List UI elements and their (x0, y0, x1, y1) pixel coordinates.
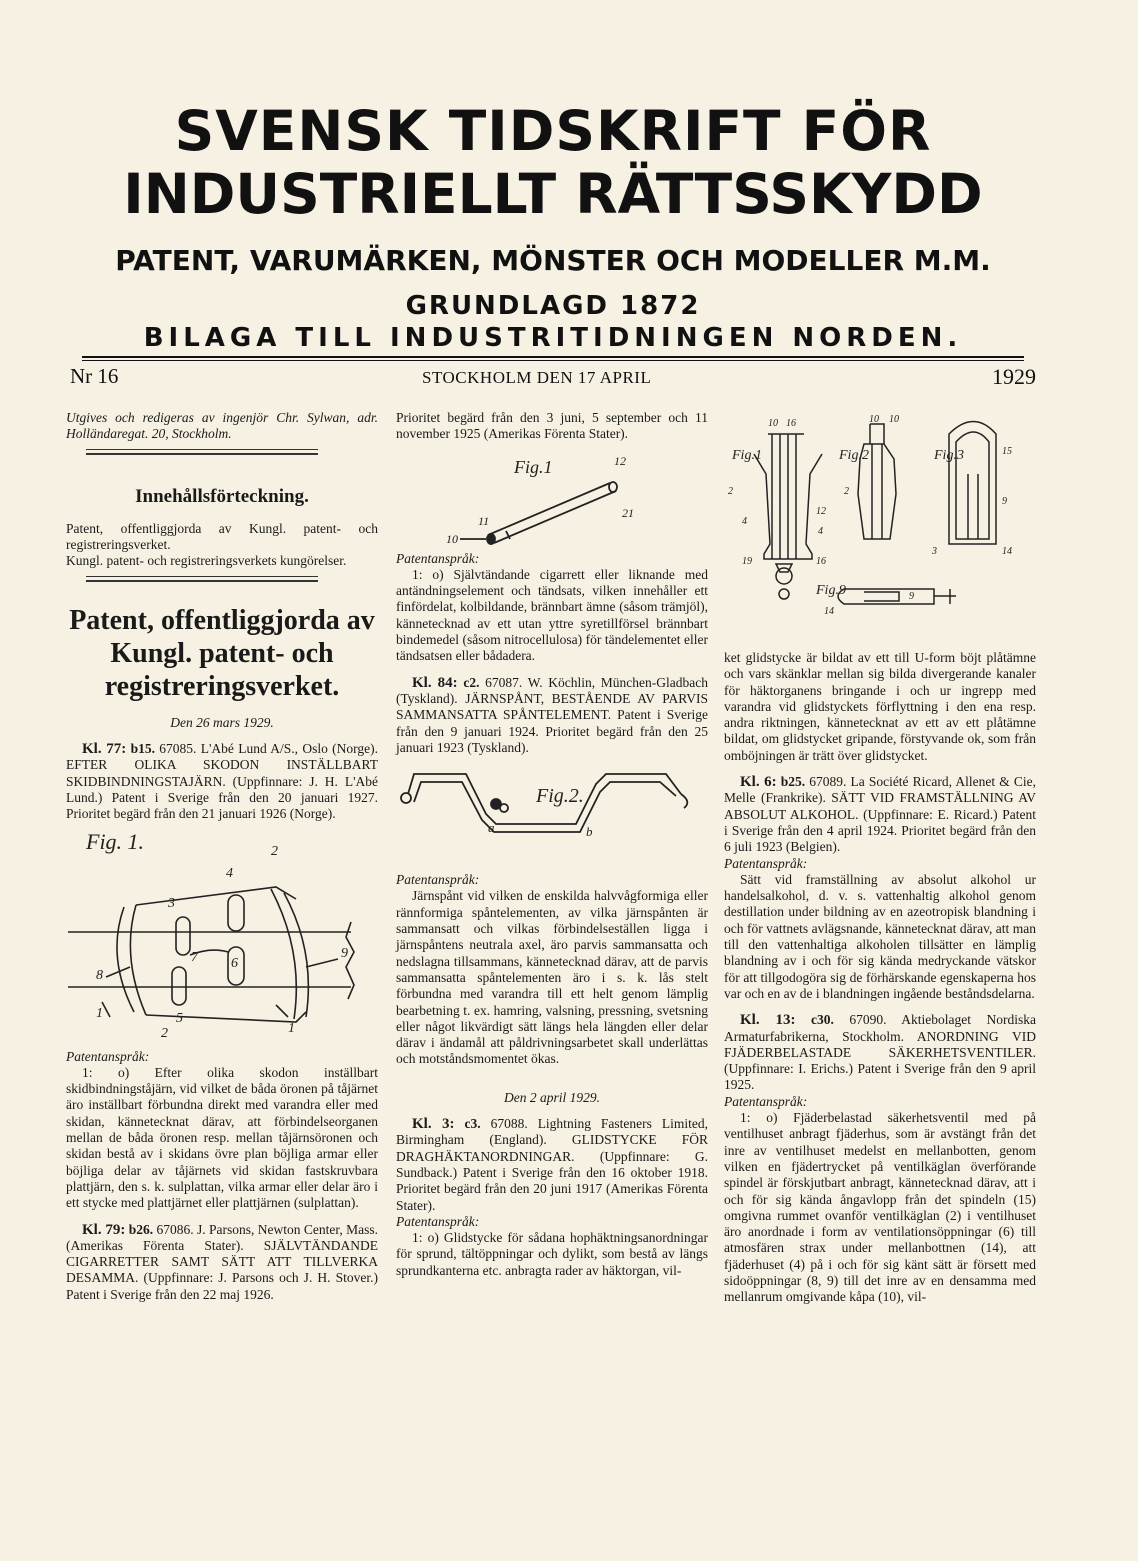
issue-number: Nr 16 (70, 364, 119, 388)
svg-text:14: 14 (1002, 546, 1012, 557)
svg-text:11: 11 (478, 513, 490, 528)
claim-text: 1: o) Fjäderbelastad säkerhetsventil med på ventilhuset anbragt fjäderhus, som är avstängt från det inre av ventilhuset medelst en mellanbotten, genom vilken en fjädertrycket på ventilkäglan överförande spindel är förskjutbart anbragt, kännetecknad därav, att i och för sig kända ångavlopp från det spindeln (15) omgivna rummet ovanför ventilkäglan (2) i ventilhuset äro anordnade i form av ventilationsöppningar (6) till atmosfären strax under mellanbottnen (14), att fjäderhuset (4) på i och för sig känt sätt är försett med sidoöppningar (8, 9) till det inre av en densamma med mellanrum omgivande kåpa (10), vil- (724, 1110, 1036, 1305)
masthead-supplement: BILAGA TILL INDUSTRITIDNINGEN NORDEN. (143, 323, 963, 353)
column-1 (66, 410, 378, 1303)
masthead-founded: GRUNDLAGD 1872 (405, 291, 701, 321)
class-label: Kl. 84: (412, 674, 458, 691)
svg-text:7: 7 (191, 949, 198, 965)
svg-text:2: 2 (844, 486, 849, 497)
svg-text:5: 5 (176, 1010, 183, 1026)
issue-year: 1929 (992, 364, 1036, 389)
contents-item: Kungl. patent- och registreringsverkets kungörelser. (66, 553, 347, 569)
svg-text:2: 2 (728, 486, 733, 497)
claims-label: Patentanspråk: (396, 1213, 480, 1229)
ski-binding-drawing (66, 827, 378, 1049)
svg-text:8: 8 (96, 967, 103, 983)
figure-ski-binding (66, 827, 378, 1049)
claims-label: Patentanspråk: (66, 1048, 150, 1064)
class-code: c3. (464, 1116, 481, 1132)
fig-label: Fig.3 (934, 448, 964, 463)
svg-text:10: 10 (869, 414, 879, 425)
class-code: b15. (130, 741, 155, 757)
svg-text:21: 21 (622, 505, 634, 520)
sheet-pile-drawing (396, 764, 708, 872)
class-label: Kl. 6: (740, 774, 777, 791)
claims-label: Patentanspråk: (396, 872, 480, 888)
claim-text: Sätt vid framställning av absolut alkohol ur handelsalkohol, d. v. s. vattenhaltig alkohol genom destillation under bildning av en azeotropisk blandning i och för vattnets avlägsnande, kännetecknat därav, att man till den vattenhaltiga alkoholen tillsätter en lämplig blandning av i och för sig kända medryckande vätskor för att tillgodogöra sig de förhärskande egenskaperna hos var och en av de i blandningen ingående beståndsdelarna. (724, 871, 1036, 1001)
svg-text:10: 10 (768, 418, 778, 429)
svg-text:6: 6 (231, 955, 238, 971)
masthead-title-line1: SVENSK TIDSKRIFT FÖR (174, 99, 932, 163)
patent-entry (724, 1012, 1036, 1093)
patent-entry (396, 675, 708, 756)
svg-text:a: a (488, 820, 495, 836)
svg-text:4: 4 (226, 865, 233, 881)
fig-label: Fig.9 (816, 583, 846, 598)
svg-text:9: 9 (341, 945, 348, 961)
contents-heading: Innehållsförteckning. (135, 485, 309, 507)
svg-text:4: 4 (742, 516, 747, 527)
claim-text: 1: o) Glidstycke för sådana hophäktningsanordningar för sprund, tältöppningar och dylikt, som bestå av längs sprundkanterna etc. anbragta rader av häktorgan, vil- (396, 1230, 708, 1278)
claim-text: Järnspånt vid vilken de enskilda halvvågformiga eller rännformiga spåntelementen, av vilka järnspånten är sammansatt och vilkas förbindelseställen ligga i järnspåntens neutrala axel, äro parvis sammansatta och nedslagna tillsammans, kännetecknad därav, att de parvis sammansatta spåntelementen äro i s. k. lås stelt förbundna med varandra till ett helt genom lämplig bearbetning t. ex. hamring, valsning, pressning, svetsning eller något likvärdigt sätt längs hela längden eller delar därav i ändamål att påldrivningsarbetet skall underlättas och motståndsmomentet ökas. (396, 888, 708, 1067)
svg-text:4: 4 (818, 526, 823, 537)
class-code: b25. (780, 774, 806, 790)
entry-text: 67085. L'Abé Lund A/S., Oslo (Norge). EFTER OLIKA SKODON INSTÄLLBART SKIDBINDNINGSTAJÄRN. (Uppfinnare: J. H. L'Abé Lund.) Patent i Sverige från den 20 januari 1927. Prioritet begärd från den 21 januari 1926 (Norge). (66, 741, 378, 822)
figure-sheet-pile (396, 764, 708, 872)
svg-text:15: 15 (1002, 446, 1012, 457)
svg-text:2: 2 (161, 1025, 168, 1041)
figure-cigarette (396, 443, 708, 551)
column-3 (724, 650, 1036, 1306)
svg-text:2: 2 (271, 843, 278, 859)
class-label: Kl. 3: (412, 1116, 455, 1133)
svg-text:19: 19 (742, 556, 752, 567)
section-heading: Patent, offentliggjorda av Kungl. patent- och registreringsverket. (69, 604, 375, 702)
masthead-title-line2: INDUSTRIELLT RÄTTSSKYDD (123, 162, 983, 226)
svg-text:14: 14 (824, 606, 834, 617)
patent-entry (66, 741, 378, 822)
fig-label: Fig.1 (732, 448, 762, 463)
masthead-rule-top (82, 356, 1024, 358)
svg-text:9: 9 (909, 591, 914, 602)
svg-text:12: 12 (614, 453, 626, 468)
class-code: c2. (463, 674, 480, 690)
divider (86, 576, 318, 582)
svg-text:10: 10 (446, 531, 458, 546)
patent-entry (66, 1222, 378, 1303)
entry-text: 67090. Aktiebolaget Nordiska Armaturfabrikerna, Stockholm. ANORDNING VID FJÄDERBELASTADE SÄKERHETSVENTILER. (Uppfinnare: I. Erichs.) Patent i Sverige från den 9 april 1925. (724, 1012, 1036, 1093)
claims-label: Patentanspråk: (724, 1093, 808, 1109)
issue-date: Den 2 april 1929. (504, 1089, 600, 1105)
claim-text: 1: o) Självtändande cigarrett eller liknande med antändningselement och tändsats, vilken innehåller ett finfördelat, kolbildande, brännbart ämne (såsom trämjöl), kännetecknad av ett utan yttre syretillförsel brännbart bindemedel (såsom nitrocellulosa) för tändelementet eller tändsatsen eller bådadera. (396, 566, 708, 664)
class-code: c30. (810, 1012, 834, 1028)
svg-text:b: b (586, 824, 593, 840)
divider (86, 449, 318, 455)
svg-text:3: 3 (168, 895, 175, 911)
place-date: STOCKHOLM DEN 17 APRIL (422, 368, 652, 387)
dateline (70, 364, 1036, 392)
entry-text: ket glidstycke är bildat av ett till U-form böjt plåtämne och vars skänklar mellan sig bilda divergerande kanaler för häktorganens bringande i och ur ingrepp med varandra vid glidstyckets förflyttning i den ena resp. andra riktningen, kännetecknat av ett av ett plåtämne bildat, om glidstycket gripande, förstyvande ok, som från omböjningen är trätt över glidstycket. (724, 650, 1036, 763)
class-label: Kl. 13: (740, 1012, 796, 1029)
svg-text:3: 3 (932, 546, 937, 557)
column-2 (396, 410, 708, 1279)
publisher-note: Utgives och redigeras av ingenjör Chr. Sylwan, adr. Holländaregat. 20, Stockholm. (66, 410, 378, 442)
claims-label: Patentanspråk: (724, 855, 808, 871)
fig-label: Fig.2. (536, 785, 584, 808)
svg-text:9: 9 (1002, 496, 1007, 507)
masthead-rule-bottom (82, 360, 1024, 361)
svg-text:16: 16 (816, 556, 826, 567)
masthead-subtitle: PATENT, VARUMÄRKEN, MÖNSTER OCH MODELLER M.M. (115, 244, 991, 277)
class-label: Kl. 79: (82, 1221, 126, 1238)
patent-entry (396, 1116, 708, 1214)
svg-text:10: 10 (889, 414, 899, 425)
svg-text:1: 1 (96, 1005, 103, 1021)
svg-text:12: 12 (816, 506, 826, 517)
claim-text: 1: o) Efter olika skodon inställbart skidbindningståjärn, vid vilket de båda öronen på tåjärnet äro inställbart förbundna direkt med varandra eller med skidan, kännetecknat därav, att förbindelseorganen mellan de båda öronen resp. mellan tåjärnsöronen och skidan bestå av i skidans övre plan böjliga armar eller böjliga delar av tåjärnets vid skidan fastskruvbara plattjärn, den s. k. sulplattan, vilka armar eller delar äro i ett stycke med plattjärnet eller plattjärnen (sulplattan). (66, 1064, 378, 1211)
issue-date: Den 26 mars 1929. (170, 714, 274, 730)
entry-text: 67087. W. Köchlin, München-Gladbach (Tyskland). JÄRNSPÅNT, BESTÅENDE AV PARVIS SAMMANSATTA SPÅNTELEMENT. Patent i Sverige från den 9 januari 1924. Prioritet begärd från den 25 januari 1923 (Tyskland). (396, 674, 709, 755)
entry-text: 67089. La Société Ricard, Allenet & Cie, Melle (Frankrike). SÄTT VID FRAMSTÄLLNING AV ABSOLUT ALKOHOL. (Uppfinnare: E. Ricard.) Patent i Sverige från den 4 april 1924. Prioritet begärd från den 6 juli 1923 (Belgien). (724, 774, 1036, 855)
entry-text: Prioritet begärd från den 3 juni, 5 september och 11 november 1925 (Amerikas Förenta Stater). (396, 410, 708, 442)
entry-text: 67088. Lightning Fasteners Limited, Birmingham (England). GLIDSTYCKE FÖR DRAGHÄKTANORDNINGAR. (Uppfinnare: G. Sundback.) Patent i Sverige från den 16 oktober 1918. Prioritet begärd från den 20 juni 1917 (Amerikas Förenta Stater). (396, 1116, 709, 1213)
figure-slider (724, 414, 1036, 646)
svg-text:1: 1 (288, 1020, 295, 1036)
entry-text: 67086. J. Parsons, Newton Center, Mass. (Amerikas Förenta Stater). SJÄLVTÄNDANDE CIGARRETTER SAMT SÄTT ATT TILLVERKA DESAMMA. (Uppfinnare: J. Parsons och J. H. Stover.) Patent i Sverige från den 22 maj 1926. (66, 1221, 378, 1302)
fig-label: Fig. 1. (86, 828, 145, 854)
contents-item: Patent, offentliggjorda av Kungl. patent- och registreringsverket. (66, 520, 378, 553)
patent-entry (724, 774, 1036, 855)
cigarette-drawing (396, 443, 708, 551)
fig-label: Fig.2 (839, 448, 869, 463)
svg-text:16: 16 (786, 418, 796, 429)
class-label: Kl. 77: (82, 741, 127, 758)
fig-label: Fig.1 (514, 456, 553, 477)
claims-label: Patentanspråk: (396, 550, 480, 566)
slider-drawing (724, 414, 1036, 646)
class-code: b26. (128, 1221, 154, 1237)
